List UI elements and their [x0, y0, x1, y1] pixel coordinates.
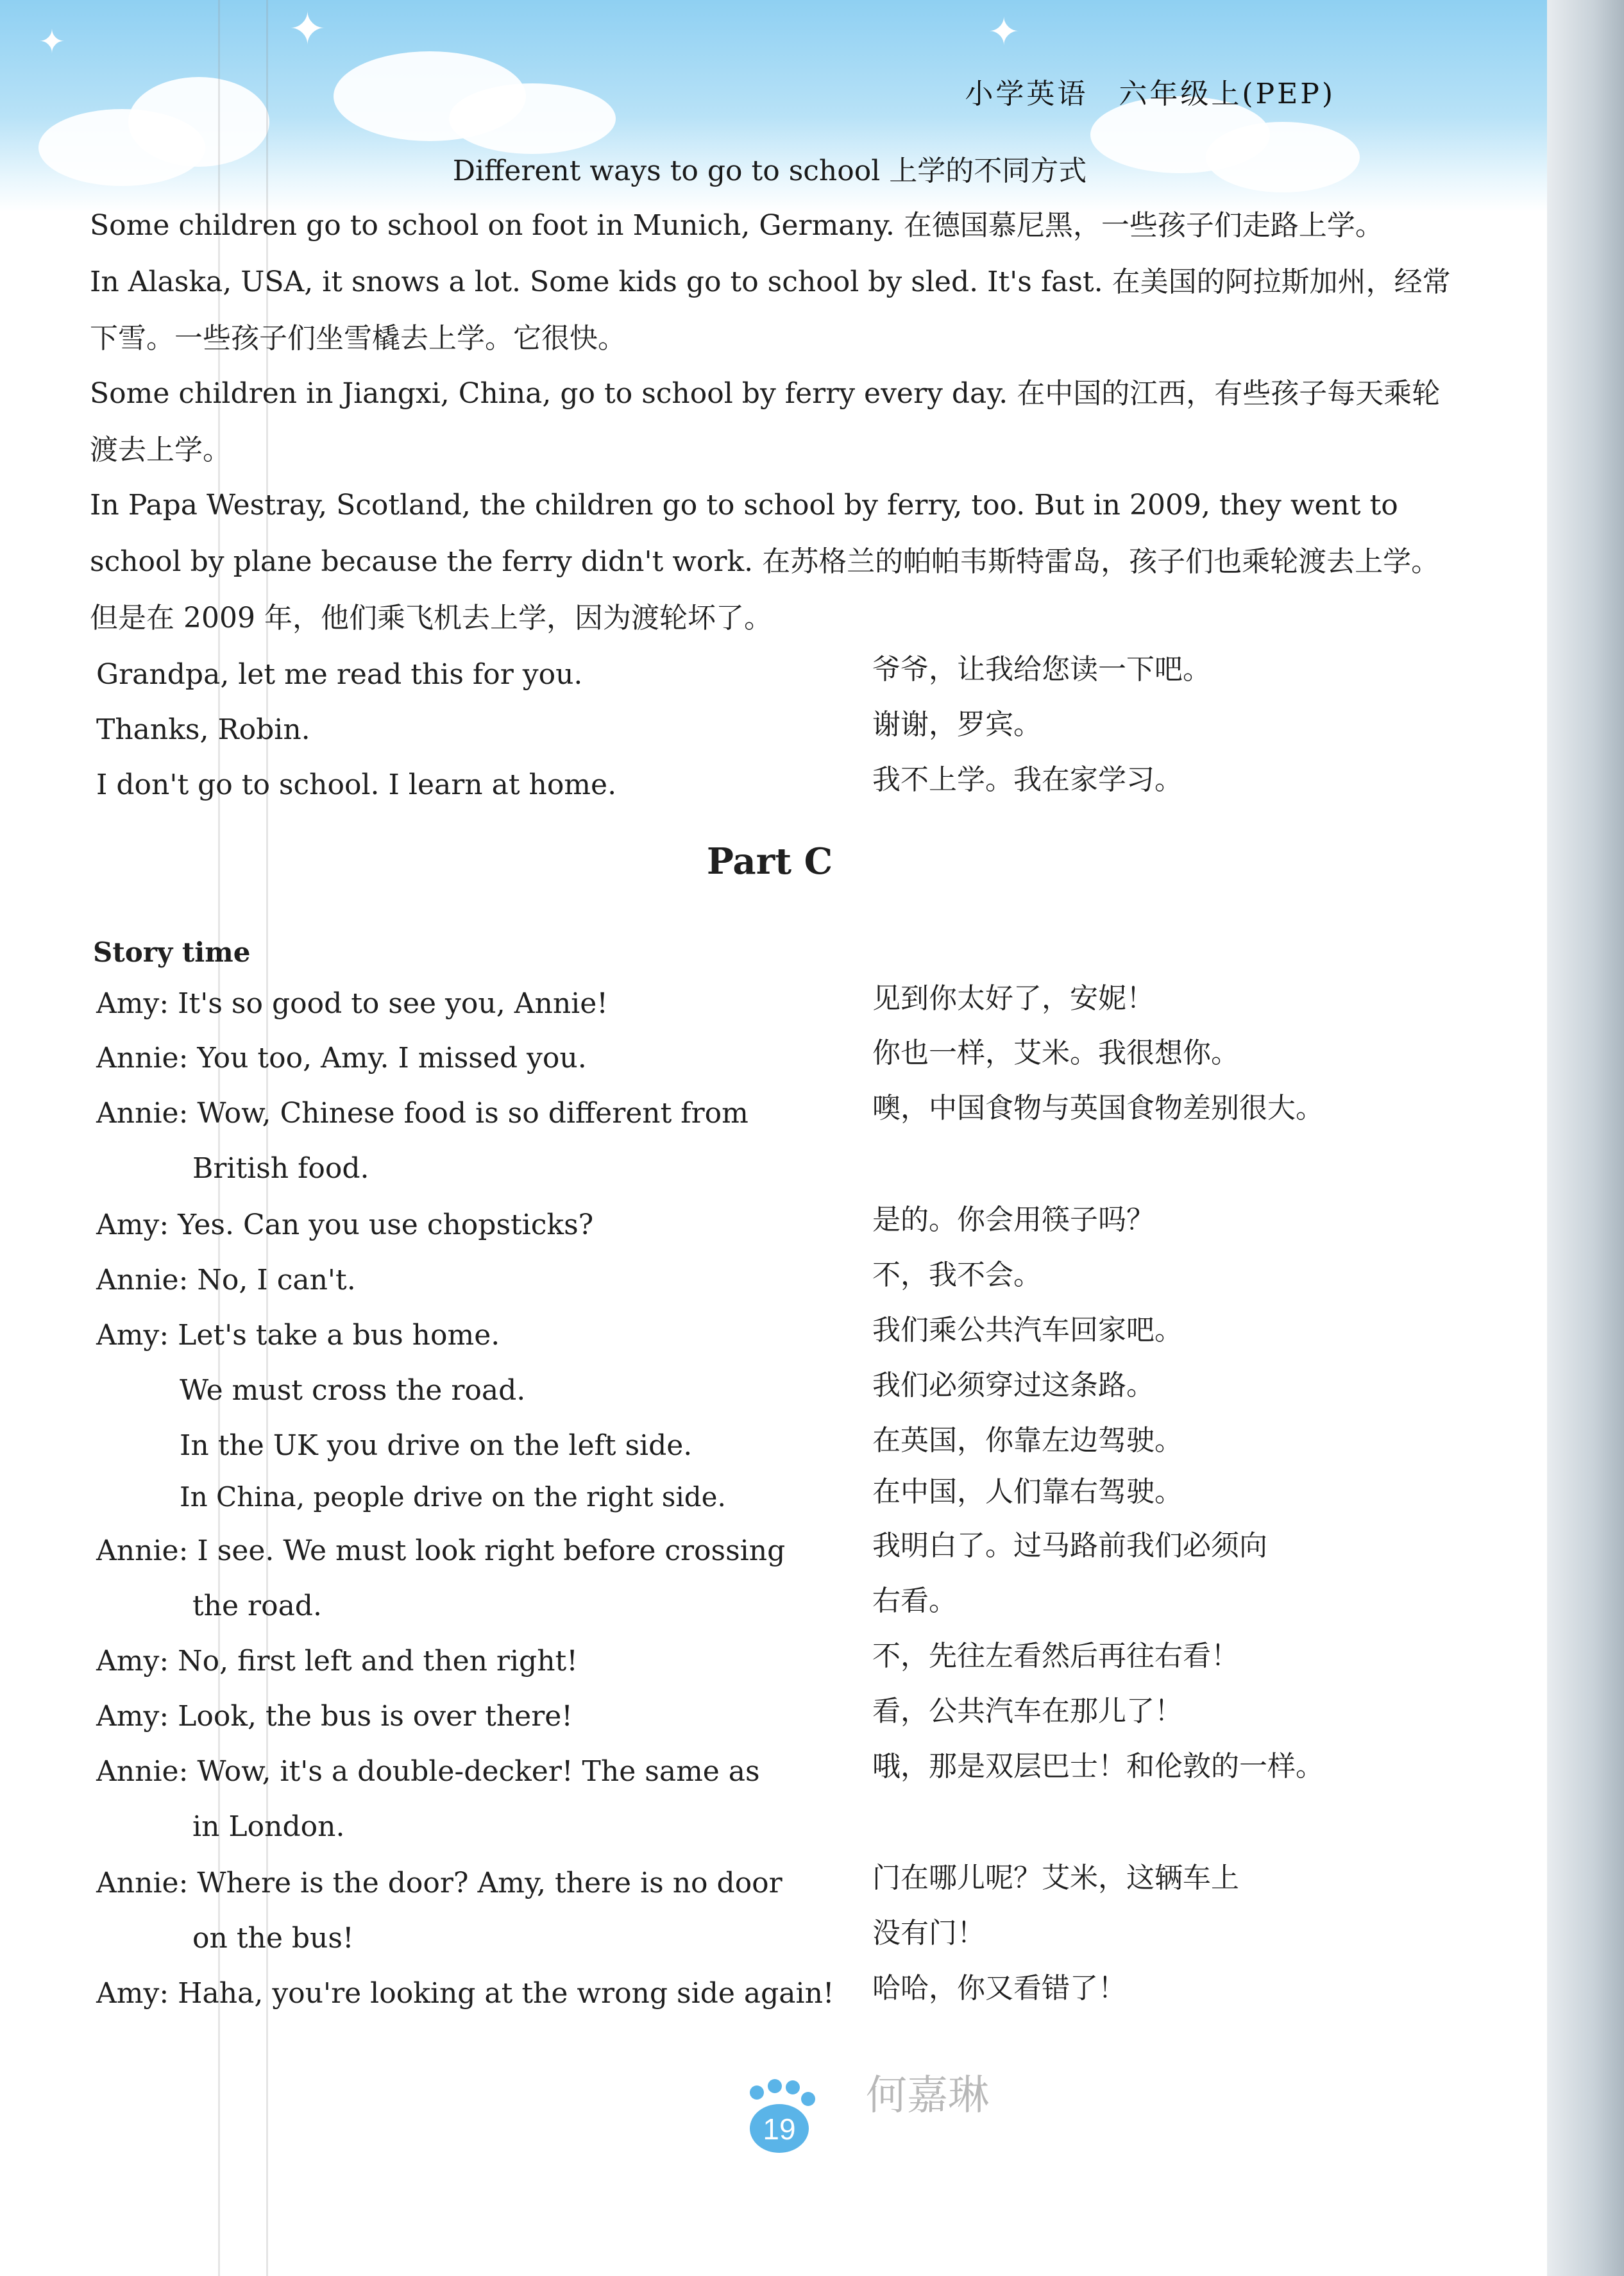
story-line-en: Annie: No, I can't. — [96, 1264, 356, 1296]
story-line-en: In China, people drive on the right side. — [180, 1481, 726, 1513]
story-line-zh: 是的。你会用筷子吗？ — [872, 1203, 1155, 1236]
story-line-en: Annie: You too, Amy. I missed you. — [96, 1042, 587, 1074]
story-line-zh: 在中国，人们靠右驾驶。 — [872, 1475, 1183, 1508]
story-line-en: Annie: I see. We must look right before crossing — [96, 1534, 786, 1567]
paragraph: Some children go to school on foot in Munich, Germany. 在德国慕尼黑，一些孩子们走路上学。 — [90, 209, 1383, 242]
story-line-en: Amy: Look, the bus is over there! — [96, 1700, 573, 1733]
story-line-zh: 看，公共汽车在那儿了！ — [872, 1695, 1183, 1728]
paragraph: Some children in Jiangxi, China, go to school by ferry every day. 在中国的江西，有些孩子每天乘轮渡去上学。 — [90, 377, 1441, 466]
story-line-en: Annie: Wow, Chinese food is so different from — [96, 1097, 749, 1130]
dialog-line-zh: 我不上学。我在家学习。 — [872, 763, 1183, 796]
story-line-zh: 不，我不会。 — [872, 1259, 1042, 1291]
dialog-line-en: I don't go to school. I learn at home. — [96, 769, 617, 801]
story-line-en: Annie: Wow, it's a double-decker! The same as — [96, 1755, 760, 1788]
story-line-en: the road. — [192, 1590, 322, 1622]
page-edge — [1547, 0, 1624, 2276]
story-line-zh: 没有门！ — [872, 1917, 985, 1949]
story-line-en: Amy: Haha, you're looking at the wrong side again! — [96, 1977, 834, 2010]
dialog-line-zh: 谢谢，罗宾。 — [872, 708, 1042, 741]
page-number: 19 — [763, 2112, 796, 2146]
story-line-zh: 噢，中国食物与英国食物差别很大。 — [872, 1092, 1324, 1125]
paragraph: In Papa Westray, Scotland, the children go to school by ferry, too. But in 2009, they went to school by plane because the ferry didn't work. 在苏格兰的帕帕韦斯特雷岛，孩子们也乘轮渡去上学。但是在 2009 年，他们乘飞机去上学，因为渡轮坏了。 — [90, 489, 1440, 634]
story-line-zh: 在英国，你靠左边驾驶。 — [872, 1424, 1183, 1457]
story-line-en: in London. — [192, 1810, 345, 1843]
story-line-en: We must cross the road. — [180, 1374, 526, 1407]
dialog-line-zh: 爷爷，让我给您读一下吧。 — [872, 653, 1211, 686]
dialog-line-en: Thanks, Robin. — [96, 713, 310, 746]
section-title: Different ways to go to school 上学的不同方式 — [452, 155, 1087, 187]
book-title: 小学英语 六年级上(PEP) — [965, 78, 1335, 110]
story-line-zh: 哦，那是双层巴士！和伦敦的一样。 — [872, 1750, 1324, 1783]
story-line-zh: 门在哪儿呢？艾米，这辆车上 — [872, 1862, 1239, 1894]
story-line-en: Annie: Where is the door? Amy, there is no door — [96, 1867, 782, 1899]
story-line-en: Amy: Let's take a bus home. — [96, 1319, 500, 1352]
story-line-zh: 我们乘公共汽车回家吧。 — [872, 1314, 1183, 1346]
story-line-zh: 右看。 — [872, 1584, 957, 1617]
story-line-en: British food. — [192, 1152, 369, 1185]
story-line-en: Amy: Yes. Can you use chopsticks? — [96, 1209, 594, 1241]
story-line-zh: 我们必须穿过这条路。 — [872, 1369, 1155, 1402]
star-icon: ✦ — [289, 3, 326, 55]
star-icon: ✦ — [988, 10, 1020, 55]
story-line-zh: 哈哈，你又看错了！ — [872, 1972, 1126, 2005]
story-line-zh: 见到你太好了，安妮！ — [872, 982, 1155, 1015]
story-line-zh: 不，先往左看然后再往右看！ — [872, 1640, 1239, 1672]
dialog-line-en: Grandpa, let me read this for you. — [96, 658, 583, 691]
story-line-en: Amy: No, first left and then right! — [96, 1645, 578, 1677]
story-line-en: Amy: It's so good to see you, Annie! — [96, 987, 608, 1020]
paragraph: In Alaska, USA, it snows a lot. Some kids go to school by sled. It's fast. 在美国的阿拉斯加州，经常下雪。一些孩子们坐雪橇去上学。它很快。 — [90, 266, 1451, 355]
story-line-en: on the bus! — [192, 1922, 354, 1955]
story-heading: Story time — [93, 937, 251, 968]
handwritten-signature: 何嘉琳 — [866, 2072, 989, 2119]
star-icon: ✦ — [38, 23, 65, 60]
cloud-shape — [449, 83, 616, 154]
story-line-zh: 你也一样，艾米。我很想你。 — [872, 1037, 1239, 1069]
story-line-en: In the UK you drive on the left side. — [180, 1429, 693, 1462]
story-line-zh: 我明白了。过马路前我们必须向 — [872, 1529, 1267, 1562]
paw-page-number-icon — [738, 2078, 821, 2155]
part-heading: Part C — [706, 840, 833, 883]
